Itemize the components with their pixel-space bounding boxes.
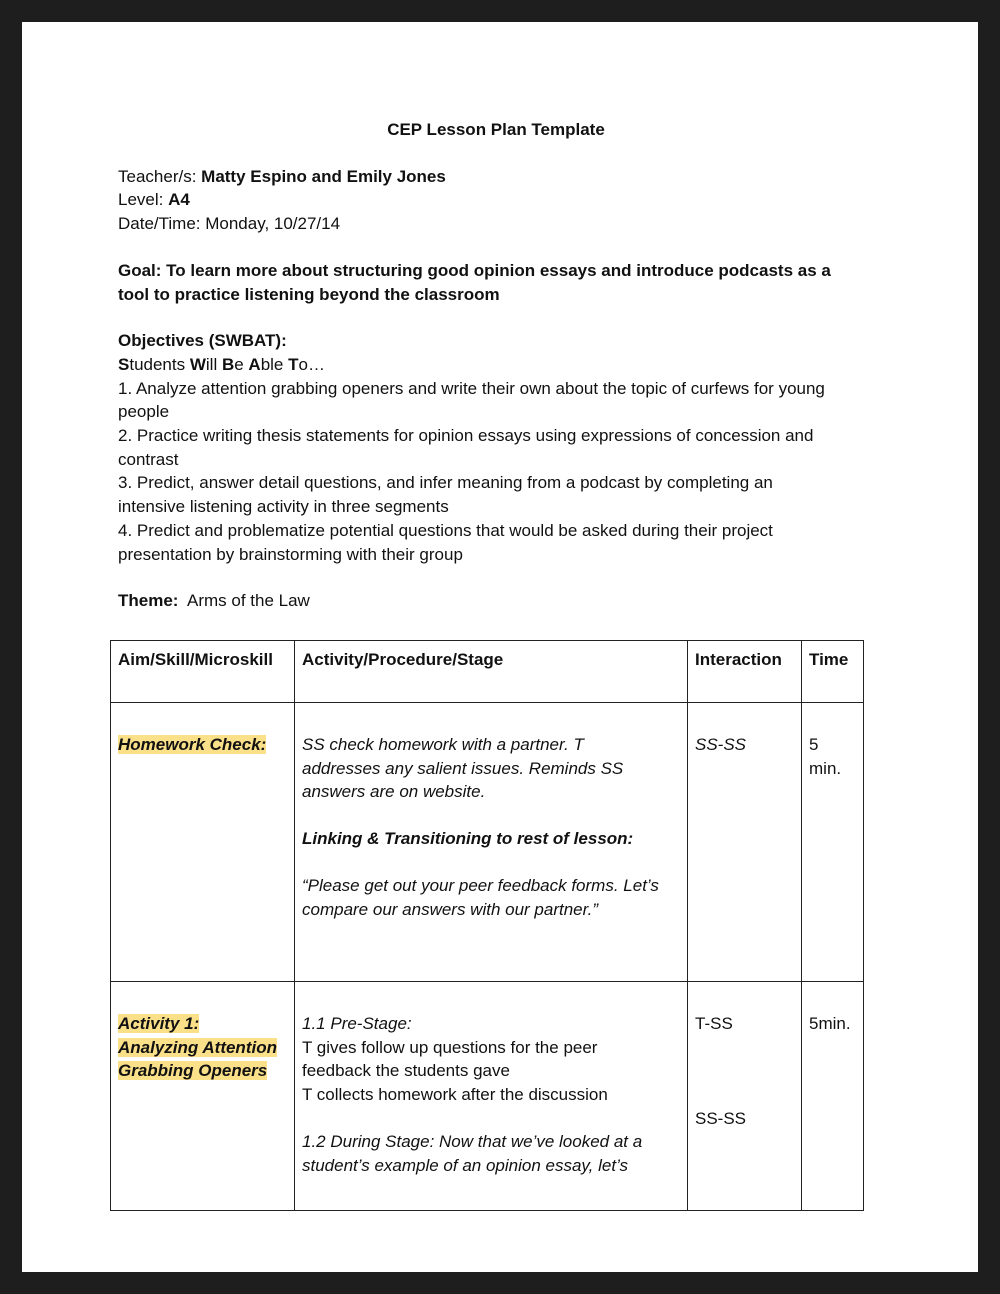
homework-check-label: Homework Check: (118, 735, 267, 754)
aim-cell (111, 703, 295, 982)
teacher-line: Teacher/s: Matty Espino and Emily Jones (118, 166, 446, 186)
document-page (22, 22, 978, 1272)
header-aim: Aim/Skill/Microskill (111, 641, 295, 703)
objective-3: 3. Predict, answer detail questions, and infer meaning from a podcast by completing an (118, 473, 773, 493)
table-row (111, 703, 864, 982)
teacher-names: Matty Espino and Emily Jones (201, 166, 446, 186)
time-cell: 5min. (802, 982, 864, 1211)
header-time: Time (802, 641, 864, 703)
datetime-line: Date/Time: Monday, 10/27/14 (118, 214, 341, 234)
goal: Goal: To learn more about structuring good opinion essays and introduce podcasts as a tool to practice listening beyond the classroom (118, 260, 831, 304)
objective-1: 1. Analyze attention grabbing openers and write their own about the topic of curfews for young (118, 378, 825, 398)
table-row (111, 982, 864, 1211)
activity-cell: 1.1 Pre-Stage: T gives follow up questions for the peer feedback the students gave T collects homework after the discussion 1.2 During Stage: Now that we’ve looked at a student’s example of an opinion essay, let’s (295, 982, 688, 1211)
table-header-row (111, 641, 864, 703)
theme-value: Arms of the Law (178, 591, 310, 611)
objectives: Objectives (SWBAT): Students Will Be Able To… 1. Analyze attention grabbing openers and write their own about the topic of curfews for young people 2. Practice writing thesis statements for opinion essays using expressions of concession and contrast 3. Predict, answer detail questions, and infer meaning from a podcast by completing an intensive listening activity in three segments 4. Predict and problematize potential questions that would be asked during their project presentation by brainstorming with their group (118, 329, 888, 566)
document-body (118, 118, 888, 613)
objective-2: 2. Practice writing thesis statements for opinion essays using expressions of concession and (118, 426, 814, 446)
activity-cell: SS check homework with a partner. T addresses any salient issues. Reminds SS answers are on website. Linking & Transitioning to rest of lesson: “Please get out your peer feedback forms. Let’s compare our answers with our partner.” (295, 703, 688, 982)
linking-heading: Linking & Transitioning to rest of lesson: (302, 829, 634, 849)
interaction-cell: SS-SS (688, 703, 802, 982)
header-info (118, 165, 888, 236)
header-activity: Activity/Procedure/Stage (295, 641, 688, 703)
swbat-line: Students Will Be Able To… (118, 354, 325, 374)
level-line: Level: A4 (118, 190, 190, 210)
document-title: CEP Lesson Plan Template (387, 120, 605, 139)
level-value: A4 (168, 190, 190, 210)
lesson-table (110, 640, 864, 1211)
theme-line: Theme: Arms of the Law (118, 591, 310, 611)
time-cell: 5 min. (802, 703, 864, 982)
interaction-cell: T-SS SS-SS (688, 982, 802, 1211)
header-interaction: Interaction (688, 641, 802, 703)
objective-4: 4. Predict and problematize potential questions that would be asked during their project (118, 520, 773, 540)
objectives-heading: Objectives (SWBAT): (118, 331, 287, 351)
aim-cell: Activity 1: Analyzing Attention Grabbing Openers (111, 982, 295, 1211)
